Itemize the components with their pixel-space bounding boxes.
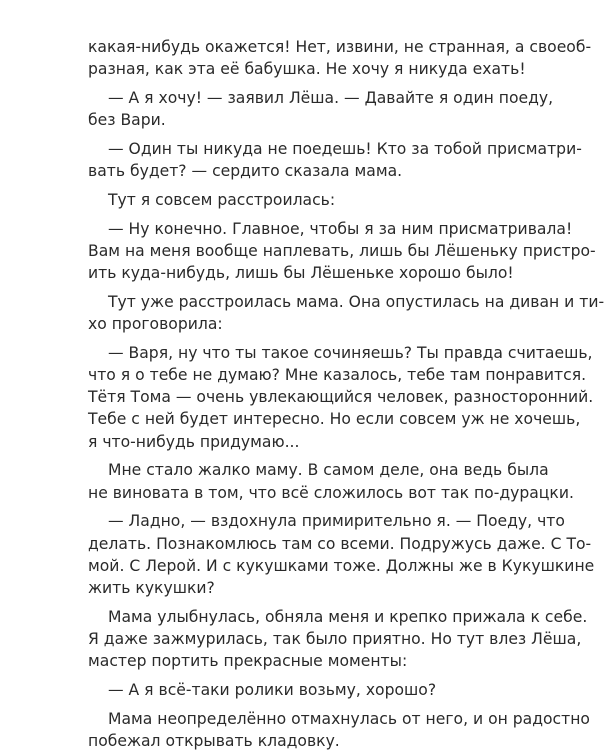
text-line: Тут я совсем расстроилась: [108, 190, 336, 209]
text-line: разная, как эта её бабушка. Не хочу я никуда ехать! [88, 60, 526, 79]
text-line: без Вари. [88, 111, 166, 130]
text-line: — А я хочу! — заявил Лёша. — Давайте я один поеду, [108, 88, 554, 107]
text-line: мастер портить прекрасные моменты: [88, 652, 408, 671]
text-line: — А я всё-таки ролики возьму, хорошо? [108, 680, 437, 699]
text-line: Мама неопределённо отмахнулась от него, и он радостно [108, 709, 590, 728]
text-line: мой. С Лерой. И с кукушками тоже. Должны же в Кукушкине [88, 556, 595, 575]
text-line: делать. Познакомлюсь там со всеми. Подружусь даже. С То- [88, 534, 592, 553]
text-line: Тебе с ней будет интересно. Но если совсем уж не хочешь, [88, 410, 581, 429]
text-line: я что-нибудь придумаю... [88, 432, 300, 451]
text-line: ить куда-нибудь, лишь бы Лёшеньке хорошо было! [88, 264, 514, 283]
text-line: жить кукушки? [88, 578, 215, 597]
text-line: — Ладно, — вздохнула примирительно я. — Поеду, что [108, 512, 565, 531]
text-line: не виновата в том, что всё сложилось вот так по-дурацки. [88, 483, 574, 502]
text-line: — Варя, ну что ты такое сочиняешь? Ты правда считаешь, [108, 343, 593, 362]
page-text [88, 36, 604, 752]
text-line: побежал открывать кладовку. [88, 731, 340, 750]
text-line: — Ну конечно. Главное, чтобы я за ним присматривала! [108, 219, 573, 238]
text-line: что я о тебе не думаю? Мне казалось, тебе там понравится. [88, 366, 587, 384]
text-line: Тётя Тома — очень увлекающийся человек, разносторонний. [88, 388, 594, 407]
text-line: какая-нибудь окажется! Нет, извини, не странная, а своеоб- [88, 38, 592, 56]
text-line: Мне стало жалко маму. В самом деле, она ведь была [108, 461, 549, 480]
text-line: Мама улыбнулась, обняла меня и крепко прижала к себе. [108, 607, 588, 626]
text-line: вать будет? — сердито сказала мама. [88, 162, 403, 181]
text-line: хо проговорила: [88, 315, 223, 334]
text-line: Я даже зажмурилась, так было приятно. Но тут влез Лёша, [88, 629, 582, 648]
text-line: Тут уже расстроилась мама. Она опустилась на диван и ти- [108, 292, 604, 311]
text-line: Вам на меня вообще наплевать, лишь бы Лёшеньку пристро- [88, 241, 596, 260]
text-line: — Один ты никуда не поедешь! Кто за тобой присматри- [108, 139, 582, 158]
